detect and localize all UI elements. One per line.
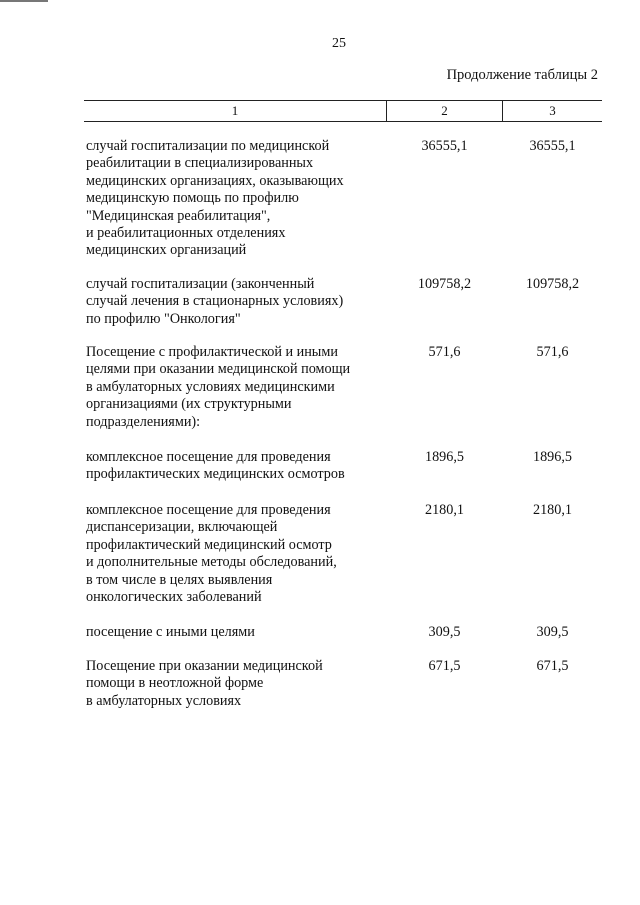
column-header-3: 3: [549, 103, 556, 118]
row-value-col3: 1896,5: [532, 449, 572, 465]
column-header-1: 1: [84, 101, 387, 121]
row-value-col3: 2180,1: [532, 502, 572, 518]
row-value-col2: 671,5: [428, 658, 461, 674]
row-value-col2: 309,5: [428, 624, 461, 640]
row-description: комплексное посещение для проведения диспансеризации, включающей профилактический медицинский осмотр и дополнительные методы обследований, в том числе в целях выявления онкологических заболеваний: [86, 502, 337, 606]
row-value-col2: 36555,1: [421, 138, 468, 154]
row-description: Посещение при оказании медицинской помощи в неотложной форме в амбулаторных условиях: [86, 658, 323, 709]
table-continuation-caption: Продолжение таблицы 2: [446, 67, 598, 83]
row-value-col3: 671,5: [536, 658, 569, 674]
page-number: 25: [332, 36, 346, 51]
row-description: случай госпитализации (законченный случай лечения в стационарных условиях) по профилю "Онкология": [86, 276, 344, 327]
row-description: случай госпитализации по медицинской реабилитации в специализированных медицинских организациях, оказывающих медицинскую помощь по профилю "Медицинская реабилитация", и реабилитационных отделениях медицинских организаций: [86, 138, 344, 259]
row-description: комплексное посещение для проведения профилактических медицинских осмотров: [86, 449, 345, 483]
column-header-2: 2: [387, 101, 503, 121]
row-value-col3: 309,5: [536, 624, 569, 640]
row-value-col3: 571,6: [536, 344, 569, 360]
row-value-col3: 36555,1: [529, 138, 576, 154]
row-description: Посещение с профилактической и иными целями при оказании медицинской помощи в амбулаторных условиях медицинскими организациями (их структурными подразделениями):: [86, 344, 351, 430]
row-value-col3: 109758,2: [525, 276, 580, 292]
row-value-col2: 2180,1: [424, 502, 464, 518]
row-value-col2: 109758,2: [417, 276, 472, 292]
data-table: [84, 100, 602, 709]
row-value-col2: 571,6: [428, 344, 461, 360]
row-value-col2: 1896,5: [424, 449, 464, 465]
scan-edge-mark: [0, 0, 48, 2]
row-description: посещение с иными целями: [86, 624, 255, 640]
table-header-row: [84, 100, 602, 122]
